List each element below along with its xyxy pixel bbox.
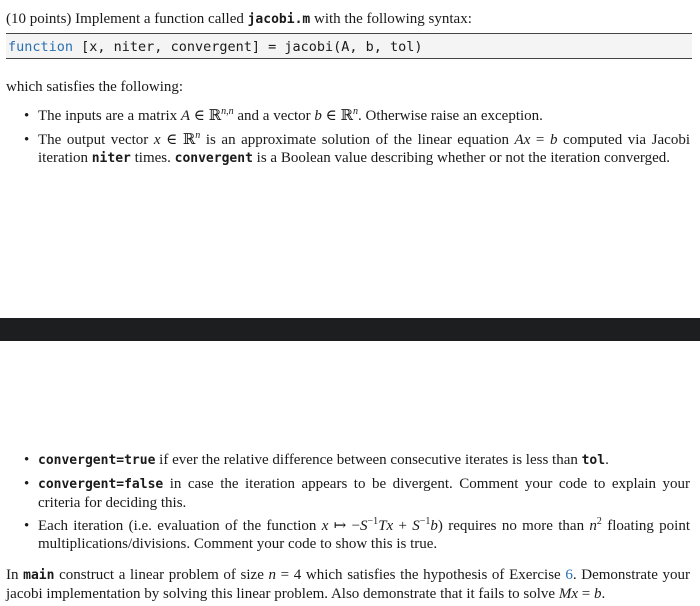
bullet-icon: • <box>24 452 30 468</box>
heading-suffix: with the following syntax: <box>310 11 472 27</box>
item-text: . <box>605 452 609 468</box>
closing-text: which satisfies the hypothesis of Exercise <box>301 567 566 583</box>
item-text: Each iteration (i.e. evaluation of the function <box>38 518 322 534</box>
item-text: is an approximate solution of the linear equation <box>200 132 515 148</box>
filename: jacobi.m <box>247 12 311 27</box>
list-item <box>6 451 690 470</box>
list-item: • The output vector x ∈ ℝ$^n$ is an approximate solution of the linear equation Ax = b computed via Jacobi iteration niter times. convergent is a Boolean value describing whether or not the iteration converged. <box>24 130 690 166</box>
exercise-heading <box>6 10 472 29</box>
closing-text: In <box>6 567 24 583</box>
item-text: . Otherwise raise an exception. <box>358 108 543 124</box>
item-text: and a vector <box>233 108 315 124</box>
item-text: in case the iteration appears to be divergent. Comment your code to explain your criteria for deciding this. <box>38 476 690 511</box>
heading-prefix: (10 points) Implement a function called <box>6 11 248 27</box>
item-text: computed via Jacobi iteration <box>38 132 690 166</box>
list-item: • Each iteration (i.e. evaluation of the function x ↦ $-S^{-1}Tx + S^{-1}b$) requires no more than $n^2$ floating point multiplications/divisions. Comment your code to show this is true. <box>24 516 691 552</box>
convergent-true-code: convergent=true <box>38 453 156 468</box>
tol-code: tol <box>581 453 606 468</box>
bullet-icon: • <box>24 518 30 534</box>
function-signature-code <box>6 33 692 59</box>
requirements-list <box>6 107 690 174</box>
bullet-icon: • <box>24 476 30 492</box>
exercise-link[interactable]: 6 <box>565 567 573 583</box>
item-text: is a Boolean value describing whether or not the iteration converged. <box>252 150 670 166</box>
convergent-false-code: convergent=false <box>38 477 164 492</box>
closing-paragraph: In main construct a linear problem of size n = 4 which satisfies the hypothesis of Exercise 6. Demonstrate your jacobi implementation by solving this linear problem. Also demonstrate that it fails to solve Mx = b. <box>6 567 691 602</box>
convergence-list <box>6 451 690 558</box>
bullet-icon: • <box>24 108 30 124</box>
item-text: The output vector <box>38 132 154 148</box>
main-code: main <box>23 568 55 583</box>
item-text: ) requires no more than <box>437 518 590 534</box>
convergent-code: convergent <box>174 151 253 166</box>
list-item <box>6 475 690 512</box>
closing-text: . <box>601 586 606 602</box>
item-text: The inputs are a matrix <box>38 108 181 124</box>
item-text: if ever the relative difference between consecutive iterates is less than <box>155 452 582 468</box>
bullet-icon: • <box>24 132 30 148</box>
closing-text: construct a linear problem of size <box>54 567 269 583</box>
code-signature: [x, niter, convergent] = jacobi(A, b, tol) <box>73 39 423 55</box>
closing-text: . Demonstrate your jacobi implementation by solving this linear problem. Also demonstrate that it fails to solve <box>6 567 691 602</box>
item-text: floating point multiplications/divisions. Comment your code to show this is true. <box>38 518 691 552</box>
item-text: times. <box>130 150 175 166</box>
divider-bar <box>0 318 700 341</box>
intro-text: which satisfies the following: <box>6 79 184 95</box>
list-item: • The inputs are a matrix A ∈ ℝ$^{n,n}$ and a vector b ∈ ℝ$^n$. Otherwise raise an exception. <box>24 106 543 124</box>
code-keyword: function <box>8 39 74 55</box>
niter-code: niter <box>91 151 131 166</box>
